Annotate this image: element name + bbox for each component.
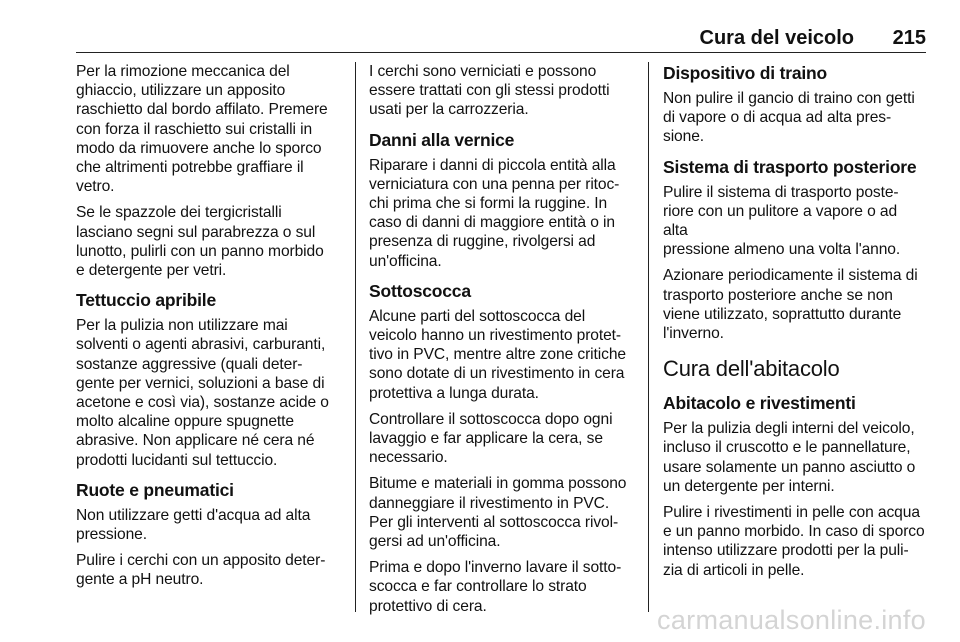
- paragraph: Azionare periodicamente il sistema di trasporto posteriore anche se non viene utilizzato, soprattutto durante l'inverno.: [663, 267, 918, 343]
- heading-dispositivo-di-traino: Dispositivo di traino: [663, 63, 828, 83]
- column-divider-2: [648, 62, 649, 612]
- heading-abitacolo-e-rivestimenti: Abitacolo e rivestimenti: [663, 393, 856, 414]
- page-header: [76, 26, 926, 53]
- paragraph: Pulire il sistema di trasporto poste- riore con un pulitore a vapore o ad alta pressione almeno una volta l'anno.: [663, 183, 901, 259]
- column-3: [663, 62, 925, 587]
- paragraph: Per la pulizia non utilizzare mai solventi o agenti abrasivi, carburanti, sostanze aggressive (quali deter- gente per vernici, soluzioni a base di acetone e così via), sostanze acide o molto alcaline oppure spugnette abrasive. Non applicare né cera né prodotti lucidanti sul tettuccio.: [76, 317, 329, 469]
- heading-danni-alla-vernice: Danni alla vernice: [369, 129, 515, 150]
- heading-sistema-di-trasporto: Sistema di trasporto posteriore: [663, 156, 917, 177]
- paragraph: Se le spazzole dei tergicristalli lasciano segni sul parabrezza o sul lunotto, pulirli con un panno morbido e detergente per vetri.: [76, 204, 324, 280]
- paragraph: Non utilizzare getti d'acqua ad alta pressione.: [76, 506, 311, 544]
- column-1: [76, 62, 338, 597]
- paragraph: Per la rimozione meccanica del ghiaccio, utilizzare un apposito raschietto dal bordo affilato. Premere con forza il raschietto sui cristalli in modo da rimuovere anche lo sporco che altrimenti potrebbe graffiare il vetro.: [76, 63, 328, 196]
- watermark: carmanualsonline.info: [657, 605, 926, 635]
- column-divider-1: [355, 62, 356, 612]
- paragraph: Controllare il sottoscocca dopo ogni lavaggio e far applicare la cera, se necessario.: [369, 410, 613, 467]
- paragraph: Pulire i cerchi con un apposito deter- gente a pH neutro.: [76, 552, 326, 589]
- paragraph: Bitume e materiali in gomma possono danneggiare il rivestimento in PVC. Per gli interventi al sottoscocca rivol- gersi ad un'officina.: [369, 475, 627, 551]
- heading-tettuccio-apribile: Tettuccio apribile: [76, 290, 216, 311]
- paragraph: Alcune parti del sottoscocca del veicolo hanno un rivestimento protet- tivo in PVC, mentre altre zone critiche sono dotate di un rivestimento in cera protettiva a lunga durata.: [369, 307, 626, 402]
- column-2: [369, 62, 631, 623]
- page-number: 215: [892, 27, 926, 49]
- paragraph: Non pulire il gancio di traino con getti di vapore o di acqua ad alta pres- sione.: [663, 90, 915, 146]
- heading-ruote-e-pneumatici: Ruote e pneumatici: [76, 479, 234, 500]
- paragraph: I cerchi sono verniciati e possono essere trattati con gli stessi prodotti usati per la carrozzeria.: [369, 63, 610, 119]
- heading-sottoscocca: Sottoscocca: [369, 280, 471, 301]
- paragraph: Prima e dopo l'inverno lavare il sotto- scocca e far controllare lo strato protettivo di cera.: [369, 559, 622, 615]
- paragraph: Pulire i rivestimenti in pelle con acqua e un panno morbido. In caso di sporco intenso utilizzare prodotti per la puli- zia di articoli in pelle.: [663, 504, 925, 579]
- paragraph: Riparare i danni di piccola entità alla verniciatura con una penna per ritoc- chi prima che si formi la ruggine. In caso di danni di maggiore entità o in presenza di ruggine, rivolgersi ad un'officina.: [369, 156, 620, 270]
- paragraph: Per la pulizia degli interni del veicolo, incluso il cruscotto e le pannellature, usare solamente un panno asciutto o un detergente per interni.: [663, 420, 916, 495]
- heading-cura-dell-abitacolo: Cura dell'abitacolo: [663, 356, 840, 382]
- section-title: Cura del veicolo: [699, 27, 854, 49]
